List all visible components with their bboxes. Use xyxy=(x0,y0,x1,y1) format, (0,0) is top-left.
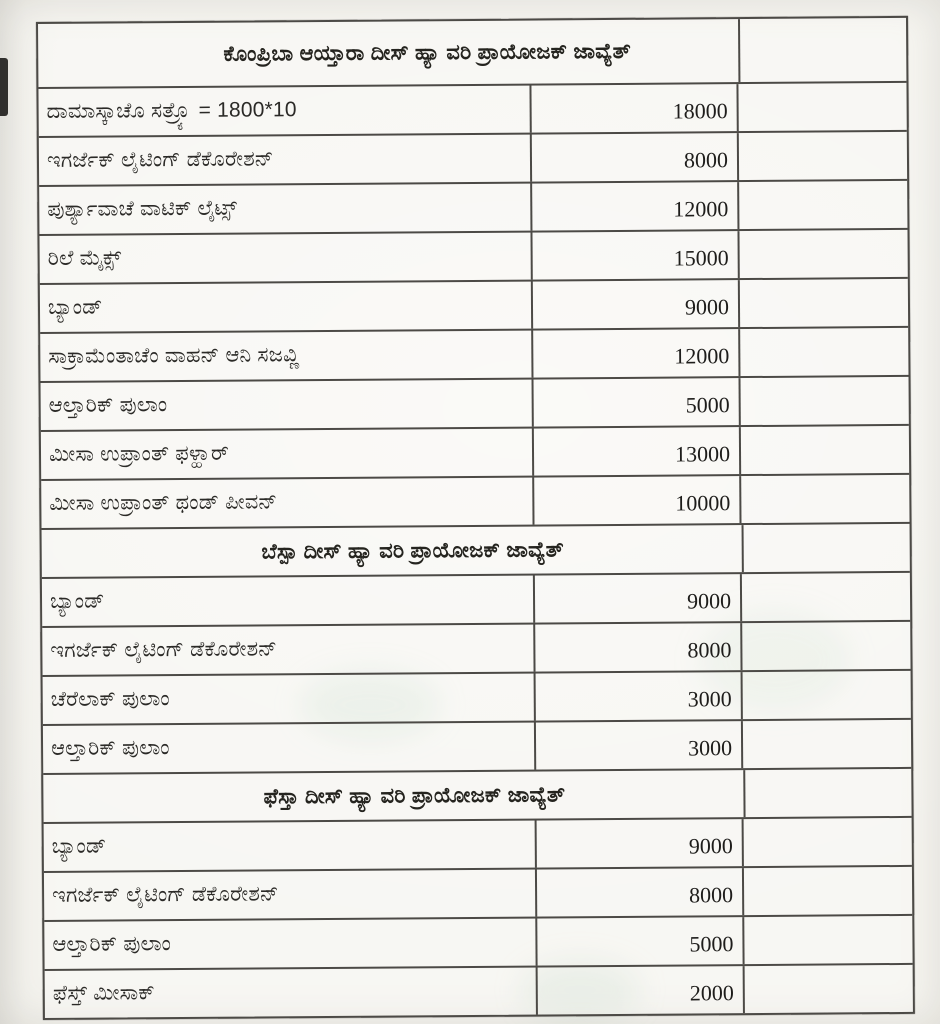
empty-cell xyxy=(742,818,912,866)
item-cell: ಬ್ಯಾಂಡ್ xyxy=(47,295,103,319)
amount-cell: 5000 xyxy=(532,378,739,426)
table-row xyxy=(44,916,912,971)
empty-cell xyxy=(738,18,908,82)
scan-edge-mark xyxy=(0,58,8,116)
empty-cell xyxy=(739,475,909,523)
table-row xyxy=(44,818,912,873)
amount-cell: 8000 xyxy=(535,868,742,916)
section-header-text: ಫೆಸ್ತಾ ದೀಸ್ ಹ್ಯಾ ವರಿ ಪ್ರಾಯೋಜಕ್ ಜಾವ್ಯೆತ್ xyxy=(263,782,566,808)
empty-cell xyxy=(736,83,906,131)
amount-cell: 13000 xyxy=(532,427,739,475)
empty-cell xyxy=(742,867,912,915)
item-cell: ಬ್ಯಾಂಡ್ xyxy=(49,589,105,613)
item-cell: ಚೆರೆಲಾಕ್ ಪುಲಾಂ xyxy=(50,686,170,711)
table-row xyxy=(39,181,907,236)
section-header-text: ಬೆಸ್ಪಾ ದೀಸ್ ಹ್ಯಾ ವರಿ ಪ್ರಾಯೋಜಕ್ ಜಾವ್ಯೆತ್ xyxy=(261,537,564,563)
item-cell: ಸಾಕ್ರಾಮೆಂತಾಚೆಂ ವಾಹನ್ ಆನಿ ಸಜವ್ಣಿ xyxy=(48,342,300,368)
empty-cell xyxy=(740,573,910,621)
empty-cell xyxy=(738,328,908,376)
amount-cell: 9000 xyxy=(535,819,742,867)
item-cell: ಆಲ್ತಾರಿಕ್ ಪುಲಾಂ xyxy=(48,392,168,417)
table-row xyxy=(41,475,909,530)
table-row xyxy=(40,328,908,383)
section-header-row xyxy=(38,18,906,89)
empty-cell xyxy=(737,132,907,180)
table-row xyxy=(43,720,911,775)
amount-cell: 8000 xyxy=(533,623,740,671)
amount-cell: 9000 xyxy=(531,280,738,328)
item-cell: ಆಲ್ತಾರಿಕ್ ಪುಲಾಂ xyxy=(52,931,172,956)
table-row xyxy=(41,377,909,432)
table-row xyxy=(42,573,910,628)
empty-cell xyxy=(739,377,909,425)
section-header-row xyxy=(43,769,911,824)
amount-cell: 15000 xyxy=(530,231,737,279)
item-cell: ಫೆಸ್ತ್ ಮೀಸಾಕ್ xyxy=(52,980,155,1005)
item-cell: ಮೀಸಾ ಉಪ್ರಾಂತ್ ಥಂಡ್ ಪೀವನ್ xyxy=(49,489,278,515)
amount-cell: 10000 xyxy=(532,476,739,524)
empty-cell xyxy=(741,671,911,719)
item-cell: ಇಗರ್ಜೆಕ್ ಲೈಟಿಂಗ್ ಡೆಕೊರೇಶನ್ xyxy=(50,636,278,662)
table-row xyxy=(39,230,907,285)
item-cell: ರಿಲೆ ಮೈಕ್ಸ್ xyxy=(47,245,122,270)
empty-cell xyxy=(738,279,908,327)
budget-table xyxy=(36,16,915,1020)
empty-cell xyxy=(739,426,909,474)
item-cell: ಆಲ್ತಾರಿಕ್ ಪುಲಾಂ xyxy=(50,735,170,760)
table-row xyxy=(38,83,906,138)
table-row xyxy=(40,279,908,334)
table-row xyxy=(42,622,910,677)
item-cell: ಮೀಸಾ ಉಪ್ರಾಂತ್ ಫಳ್ಹಾರ್ xyxy=(48,441,230,466)
amount-cell: 18000 xyxy=(529,84,736,132)
amount-cell: 3000 xyxy=(534,672,741,720)
section-header-row xyxy=(42,524,910,579)
empty-cell xyxy=(740,622,910,670)
table-row xyxy=(39,132,907,187)
empty-cell xyxy=(737,181,907,229)
amount-cell: 2000 xyxy=(536,966,743,1014)
empty-cell xyxy=(742,524,912,572)
amount-cell: 9000 xyxy=(533,574,740,622)
amount-cell: 3000 xyxy=(534,721,741,769)
amount-cell: 5000 xyxy=(535,917,742,965)
item-cell: ಇಗರ್ಜೆಕ್ ಲೈಟಿಂಗ್ ಡೆಕೊರೇಶನ್ xyxy=(46,146,274,172)
empty-cell xyxy=(742,916,912,964)
item-cell: ಬ್ಯಾಂಡ್ xyxy=(51,834,107,858)
table-row xyxy=(44,867,912,922)
item-cell: ದಾಮಾಸ್ಕಾಚೊ ಸತ್ರ್ಯೊ = 1800*10 xyxy=(46,97,297,123)
item-cell: ಇಗರ್ಜೆಕ್ ಲೈಟಿಂಗ್ ಡೆಕೊರೇಶನ್ xyxy=(52,881,279,907)
table-row xyxy=(45,965,913,1018)
item-cell: ಪುರ್ಶ್ಯಾವಾಚೆ ವಾಟಿಕ್ ಲೈಟ್ಸ್ xyxy=(47,196,238,221)
empty-cell xyxy=(741,720,911,768)
empty-cell xyxy=(737,230,907,278)
amount-cell: 12000 xyxy=(530,182,737,230)
table-row xyxy=(41,426,909,481)
amount-cell: 8000 xyxy=(530,133,737,181)
section-header-text: ಕೊಂಪ್ರಿಬಾ ಆಯ್ತಾರಾ ದೀಸ್ ಹ್ಯಾ ವರಿ ಪ್ರಾಯೋಜಕ್ ಜಾವ್ಯೆತ್ xyxy=(223,39,632,66)
table-row xyxy=(43,671,911,726)
empty-cell xyxy=(743,965,913,1013)
amount-cell: 12000 xyxy=(531,329,738,377)
empty-cell xyxy=(743,769,913,817)
